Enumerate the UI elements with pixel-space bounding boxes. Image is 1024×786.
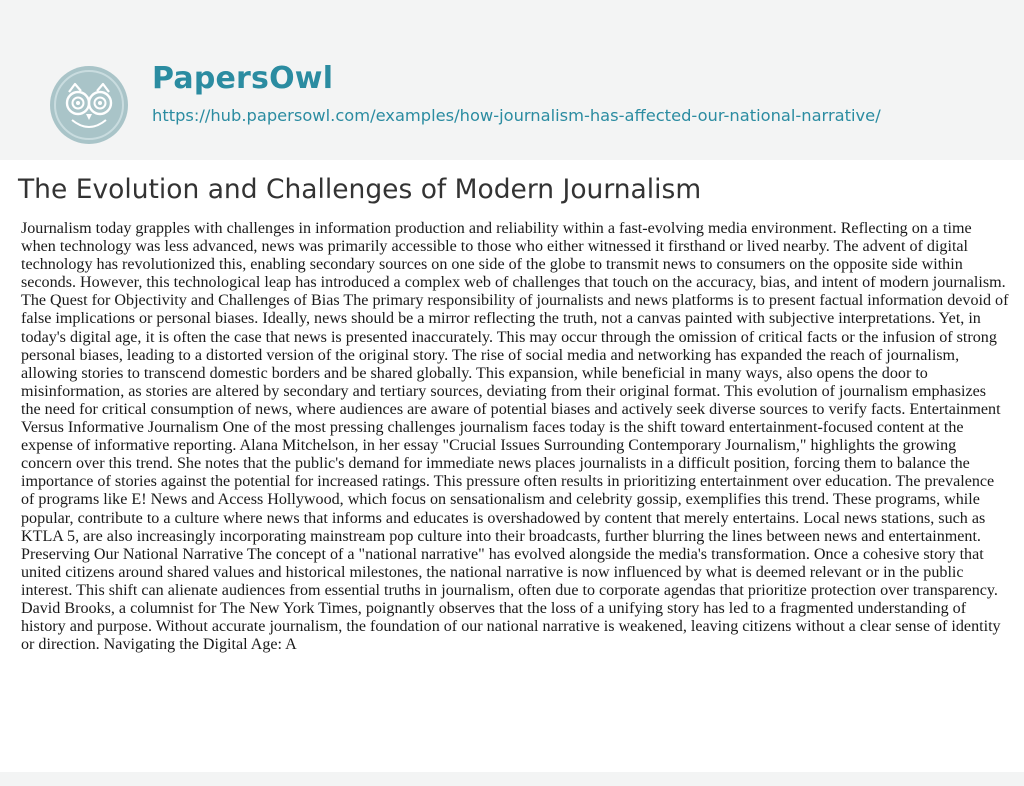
owl-logo-icon: [48, 64, 130, 146]
document-title: The Evolution and Challenges of Modern Journalism: [18, 174, 702, 205]
source-url-link[interactable]: https://hub.papersowl.com/examples/how-journalism-has-affected-our-national-narrative/: [152, 106, 881, 125]
document-body: Journalism today grapples with challenges in information production and reliability within a fast-evolving media environment. Reflecting on a time when technology was less advanced, news was primarily accessible to those who either witnessed it firsthand or lived nearby. The advent of digital technology has revolutionized this, enabling secondary sources on one side of the globe to transmit news to consumers on the opposite side within seconds. However, this technological leap has introduced a complex web of challenges that touch on the accuracy, bias, and intent of modern journalism. The Quest for Objectivity and Challenges of Bias The primary responsibility of journalists and news platforms is to present factual information devoid of false implications or personal biases. Ideally, news should be a mirror reflecting the truth, not a canvas painted with subjective interpretations. Yet, in today's digital age, it is often the case that news is presented inaccurately. This may occur through the omission of critical facts or the infusion of strong personal biases, leading to a distorted version of the original story. The rise of social media and networking has expanded the reach of journalism, allowing stories to transcend domestic borders and be shared globally. This expansion, while beneficial in many ways, also opens the door to misinformation, as stories are altered by secondary and tertiary sources, deviating from their original format. This evolution of journalism emphasizes the need for critical consumption of news, where audiences are aware of potential biases and actively seek diverse sources to verify facts. Entertainment Versus Informative Journalism One of the most pressing challenges journalism faces today is the shift toward entertainment-focused content at the expense of informative reporting. Alana Mitchelson, in her essay "Crucial Issues Surrounding Contemporary Journalism," highlights the growing concern over this trend. She notes that the public's demand for immediate news places journalists in a difficult position, forcing them to balance the importance of stories against the potential for increased ratings. This pressure often results in prioritizing entertainment over education. The prevalence of programs like E! News and Access Hollywood, which focus on sensationalism and celebrity gossip, exemplifies this trend. These programs, while popular, contribute to a culture where news that informs and educates is overshadowed by content that merely entertains. Local news stations, such as KTLA 5, are also increasingly incorporating mainstream pop culture into their broadcasts, further blurring the lines between news and entertainment. Preserving Our National Narrative The concept of a "national narrative" has evolved alongside the media's transformation. Once a cohesive story that united citizens around shared values and historical milestones, the national narrative is now influenced by what is deemed relevant or in the public interest. This shift can alienate audiences from essential truths in journalism, often due to corporate agendas that prioritize protection over transparency. David Brooks, a columnist for The New York Times, poignantly observes that the loss of a unifying story has led to a fragmented understanding of history and purpose. Without accurate journalism, the foundation of our national narrative is weakened, leaving citizens without a clear sense of identity or direction. Navigating the Digital Age: A: [21, 220, 1009, 654]
brand-name: PapersOwl: [152, 61, 334, 96]
header-banner: [0, 0, 1024, 160]
footer-band: [0, 772, 1024, 786]
